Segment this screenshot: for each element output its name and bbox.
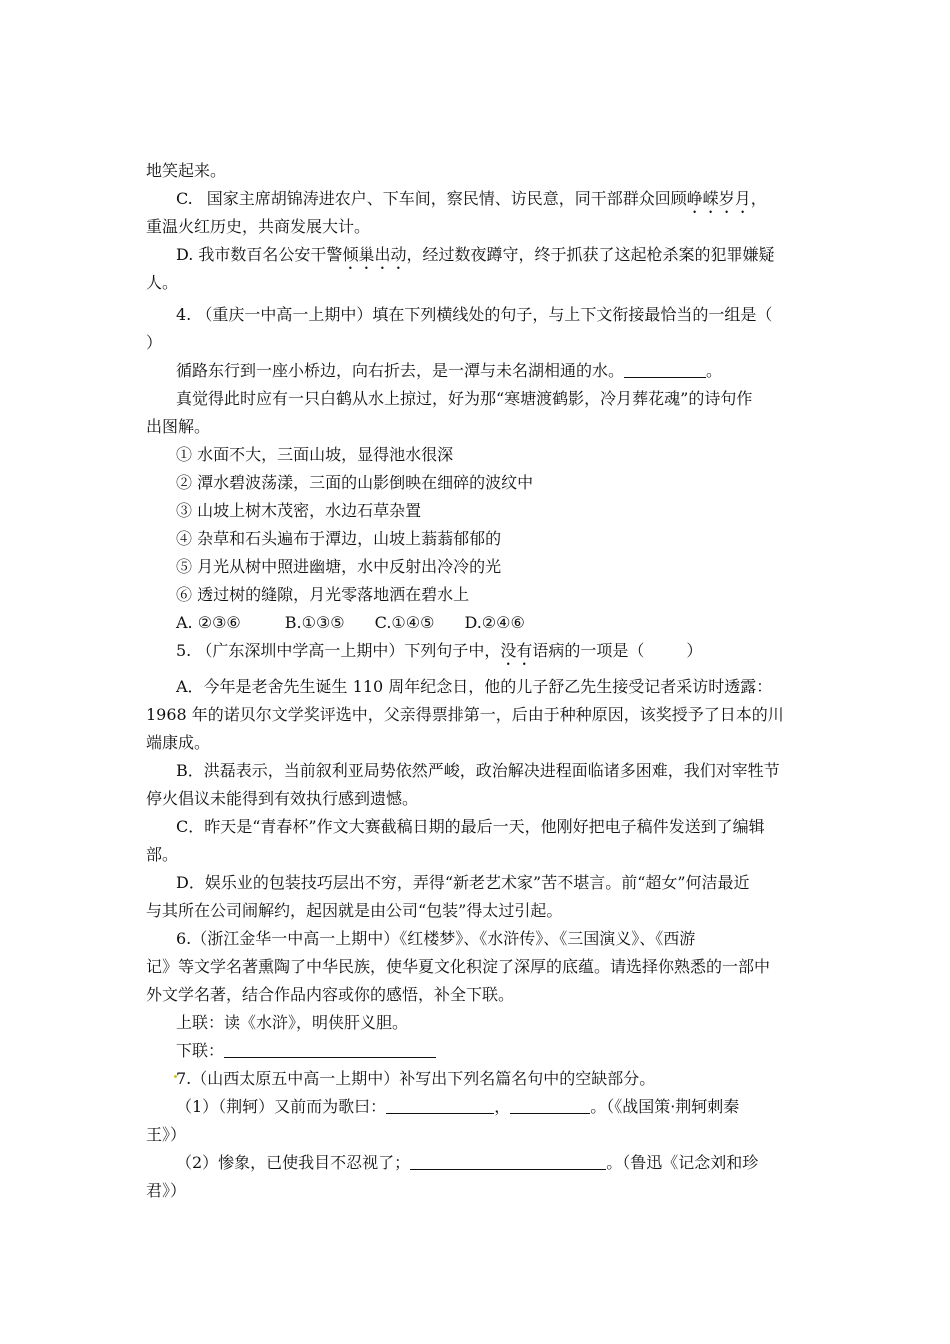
question-text: 。（鲁迅《记念刘和珍 [606, 1153, 759, 1172]
question-7-item-1 [176, 1093, 739, 1121]
question-4-title: 4. （重庆一中高一上期中）填在下列横线处的句子，与上下文衔接最恰当的一组是（ [176, 305, 773, 324]
answer-blank[interactable] [510, 1095, 590, 1114]
emphasized-text: 没有 [500, 641, 533, 660]
option-text: ，经过数夜蹲守，终于抓获了这起枪杀案的犯罪嫌疑 [406, 245, 775, 264]
question-4-passage: 真觉得此时应有一只白鹤从水上掠过，好为那“寒塘渡鹤影，冷月葬花魂”的诗句作 [176, 389, 753, 408]
option-d-line [176, 241, 774, 269]
question-6-title: 6.（浙江金华一中高一上期中）《红楼梦》、《水浒传》、《三国演义》、《西游 [176, 929, 696, 948]
question-text: ， [494, 1097, 511, 1116]
text-line: 1968 年的诺贝尔文学奖评选中，父亲得票排第一，后由于种种原因，该奖授予了日本的川 [146, 705, 784, 724]
choice-d: D.②④⑥ [464, 613, 525, 632]
text-line: 停火倡议未能得到有效执行感到遗憾。 [146, 789, 419, 808]
answer-choices [176, 609, 525, 637]
passage-text: 。 [706, 361, 723, 380]
answer-blank[interactable] [224, 1039, 436, 1058]
couplet-label: 下联： [176, 1041, 225, 1060]
question-4-passage [176, 357, 722, 385]
option-c-line [176, 185, 767, 213]
text-line: 与其所在公司闹解约，起因就是由公司“包装”得太过引起。 [146, 901, 563, 920]
text-line: 王》） [146, 1125, 187, 1144]
text-line: 出图解。 [146, 417, 211, 436]
text-line: 部。 [146, 845, 179, 864]
question-text: （1）（荆轲）又前而为歌曰： [176, 1097, 387, 1116]
text-line: 人。 [146, 273, 179, 292]
question-text: 5. （广东深圳中学高一上期中）下列句子中， [176, 641, 501, 660]
option-a-line: A．今年是老舍先生诞生 110 周年纪念日，他的儿子舒乙先生接受记者采访时透露： [176, 677, 773, 696]
text-line: 记》等文学名著熏陶了中华民族，使华夏文化积淀了深厚的底蕴。请选择你熟悉的一部中 [146, 957, 771, 976]
text-line: ） [146, 333, 163, 352]
answer-blank[interactable] [386, 1095, 494, 1114]
list-item: ④ 杂草和石头遍布于潭边，山坡上蓊蓊郁郁的 [176, 529, 502, 548]
text-line: 外文学名著，结合作品内容或你的感悟，补全下联。 [146, 985, 515, 1004]
question-text: ） [686, 641, 703, 660]
answer-blank[interactable] [624, 359, 706, 378]
option-label: C. [176, 189, 193, 208]
text-line: 重温火红历史，共商发展大计。 [146, 217, 371, 236]
option-text: ， [750, 189, 767, 208]
option-text: 国家主席胡锦涛进农户、下车间，察民情、访民意，同干部群众回顾 [206, 189, 687, 208]
couplet-lower [176, 1037, 436, 1065]
list-item: ② 潭水碧波荡漾，三面的山影倒映在细碎的波纹中 [176, 473, 534, 492]
question-7-title: 7.（山西太原五中高一上期中）补写出下列名篇名句中的空缺部分。 [176, 1069, 656, 1088]
list-item: ⑥ 透过树的缝隙，月光零落地洒在碧水上 [176, 585, 470, 604]
text-line: 端康成。 [146, 733, 211, 752]
emphasized-text: 峥嵘岁月 [686, 189, 751, 208]
passage-text: 循路东行到一座小桥边，向右折去，是一潭与未名湖相通的水。 [176, 361, 625, 380]
option-c-line: C．昨天是“青春杯”作文大赛截稿日期的最后一天，他刚好把电子稿件发送到了编辑 [176, 817, 765, 836]
option-b-line: B．洪磊表示，当前叙利亚局势依然严峻，政治解决进程面临诸多困难，我们对宰牲节 [176, 761, 780, 780]
option-d-line: D．娱乐业的包装技巧层出不穷，弄得“新老艺术家”苦不堪言。前“超女”何洁最近 [176, 873, 750, 892]
choice-c: C.①④⑤ [374, 613, 435, 632]
choice-b: B.①③⑤ [284, 613, 345, 632]
answer-blank[interactable] [410, 1151, 606, 1170]
question-5-title [176, 637, 702, 665]
option-text: D. 我市数百名公安干警 [176, 245, 343, 264]
list-item: ③ 山坡上树木茂密，水边石草杂置 [176, 501, 422, 520]
text-line: 地笑起来。 [146, 161, 227, 180]
question-text: 语病的一项是（ [532, 641, 645, 660]
list-item: ⑤ 月光从树中照进幽塘，水中反射出冷冷的光 [176, 557, 502, 576]
list-item: ① 水面不大，三面山坡，显得池水很深 [176, 445, 454, 464]
choice-a: A. ②③⑥ [176, 613, 241, 632]
question-text: 。（《战国策·荆轲刺秦 [590, 1097, 740, 1116]
question-text: （2）惨象，已使我目不忍视了； [176, 1153, 411, 1172]
couplet-upper: 上联：读《水浒》，明侠肝义胆。 [176, 1013, 409, 1032]
question-7-item-2 [176, 1149, 758, 1177]
text-line: 君》） [146, 1181, 187, 1200]
emphasized-text: 倾巢出动 [342, 245, 407, 264]
